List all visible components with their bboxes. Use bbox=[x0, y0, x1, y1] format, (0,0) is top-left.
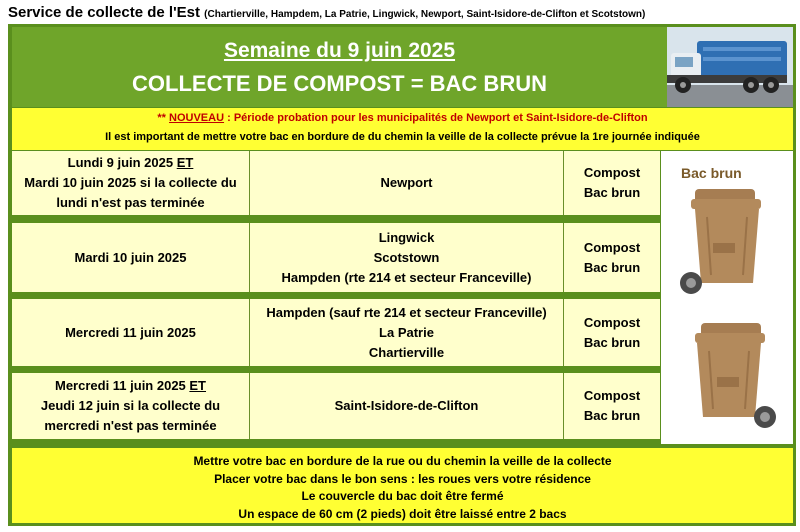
municipality: Newport bbox=[380, 175, 433, 190]
collection-date bbox=[12, 151, 250, 215]
date-line-2: Mardi 10 juin 2025 si la collecte du bbox=[24, 175, 237, 190]
notice-banner bbox=[12, 108, 793, 150]
type-line-2: Bac brun bbox=[583, 185, 641, 200]
collection-type bbox=[564, 299, 660, 366]
collection-title: COLLECTE DE COMPOST = BAC BRUN bbox=[132, 71, 547, 96]
footer-instructions bbox=[12, 448, 793, 523]
municipality: Hampden (sauf rte 214 et secteur Franceville) bbox=[266, 304, 547, 320]
truck-icon bbox=[667, 27, 793, 107]
municipalities bbox=[250, 223, 564, 292]
notice-line-1 bbox=[12, 112, 793, 124]
notice-line-2: Il est important de mettre votre bac en bordure de du chemin la veille de la collecte prévue la 1re journée indiquée bbox=[105, 131, 700, 143]
date-line-1: Mercredi 11 juin 2025 bbox=[65, 324, 196, 340]
brown-bin-icon bbox=[673, 321, 783, 431]
instruction-line: Un espace de 60 cm (2 pieds) doit être laissé entre 2 bacs bbox=[238, 506, 567, 521]
brown-bin-icon bbox=[673, 187, 783, 297]
date-line-1: Mercredi 11 juin 2025 bbox=[54, 378, 190, 393]
type-line-1: Compost bbox=[583, 165, 641, 180]
type-line-2: Bac brun bbox=[583, 259, 641, 275]
notice-line-1-text: : Période probation pour les municipalités de Newport et Saint-Isidore-de-Clifton bbox=[224, 112, 648, 124]
type-line-1: Compost bbox=[583, 388, 641, 403]
type-line-2: Bac brun bbox=[583, 408, 641, 423]
date-et: ET bbox=[176, 155, 194, 170]
bin-panel bbox=[661, 151, 793, 444]
collection-type bbox=[564, 223, 660, 292]
bin-label: Bac brun bbox=[681, 165, 742, 181]
page-title bbox=[8, 4, 798, 24]
municipality: Scotstown bbox=[373, 249, 440, 265]
schedule-row bbox=[12, 151, 660, 215]
schedule-row bbox=[12, 373, 660, 439]
collection-date bbox=[12, 373, 250, 439]
date-line-1: Mardi 10 juin 2025 bbox=[74, 249, 187, 265]
collection-date bbox=[12, 299, 250, 366]
week-heading: Semaine du 9 juin 2025 bbox=[223, 39, 456, 62]
date-line-3: mercredi n'est pas terminée bbox=[44, 418, 217, 433]
municipalities bbox=[250, 299, 564, 366]
municipalities bbox=[250, 151, 564, 215]
page-subtitle: (Chartierville, Hampdem, La Patrie, Lingwick, Newport, Saint-Isidore-de-Clifton et Scotstown) bbox=[204, 9, 646, 20]
page-title-text: Service de collecte de l'Est bbox=[8, 4, 200, 21]
schedule-row bbox=[12, 223, 660, 292]
header-banner bbox=[12, 27, 667, 107]
truck-image bbox=[667, 27, 793, 107]
municipality: Chartierville bbox=[368, 344, 445, 360]
type-line-2: Bac brun bbox=[583, 334, 641, 350]
date-line-2: Jeudi 12 juin si la collecte du bbox=[40, 398, 221, 413]
instruction-line: Le couvercle du bac doit être fermé bbox=[301, 489, 504, 503]
notice-highlight: NOUVEAU bbox=[169, 112, 225, 124]
municipality: Hampden (rte 214 et secteur Franceville) bbox=[281, 269, 532, 285]
type-line-1: Compost bbox=[583, 314, 641, 330]
collection-type bbox=[564, 373, 660, 439]
collection-date bbox=[12, 223, 250, 292]
schedule-row bbox=[12, 299, 660, 366]
date-line-3: lundi n'est pas terminée bbox=[56, 195, 205, 210]
municipalities bbox=[250, 373, 564, 439]
collection-type bbox=[564, 151, 660, 215]
municipality: Saint-Isidore-de-Clifton bbox=[334, 398, 479, 413]
notice-prefix: ** bbox=[157, 112, 170, 124]
type-line-1: Compost bbox=[583, 239, 641, 255]
municipality: La Patrie bbox=[379, 324, 434, 340]
instruction-line: Mettre votre bac en bordure de la rue ou du chemin la veille de la collecte bbox=[193, 454, 612, 468]
municipality: Lingwick bbox=[378, 229, 435, 245]
instruction-line: Placer votre bac dans le bon sens : les roues vers votre résidence bbox=[214, 471, 591, 486]
date-et: ET bbox=[189, 378, 207, 393]
date-line-1: Lundi 9 juin 2025 bbox=[67, 155, 177, 170]
